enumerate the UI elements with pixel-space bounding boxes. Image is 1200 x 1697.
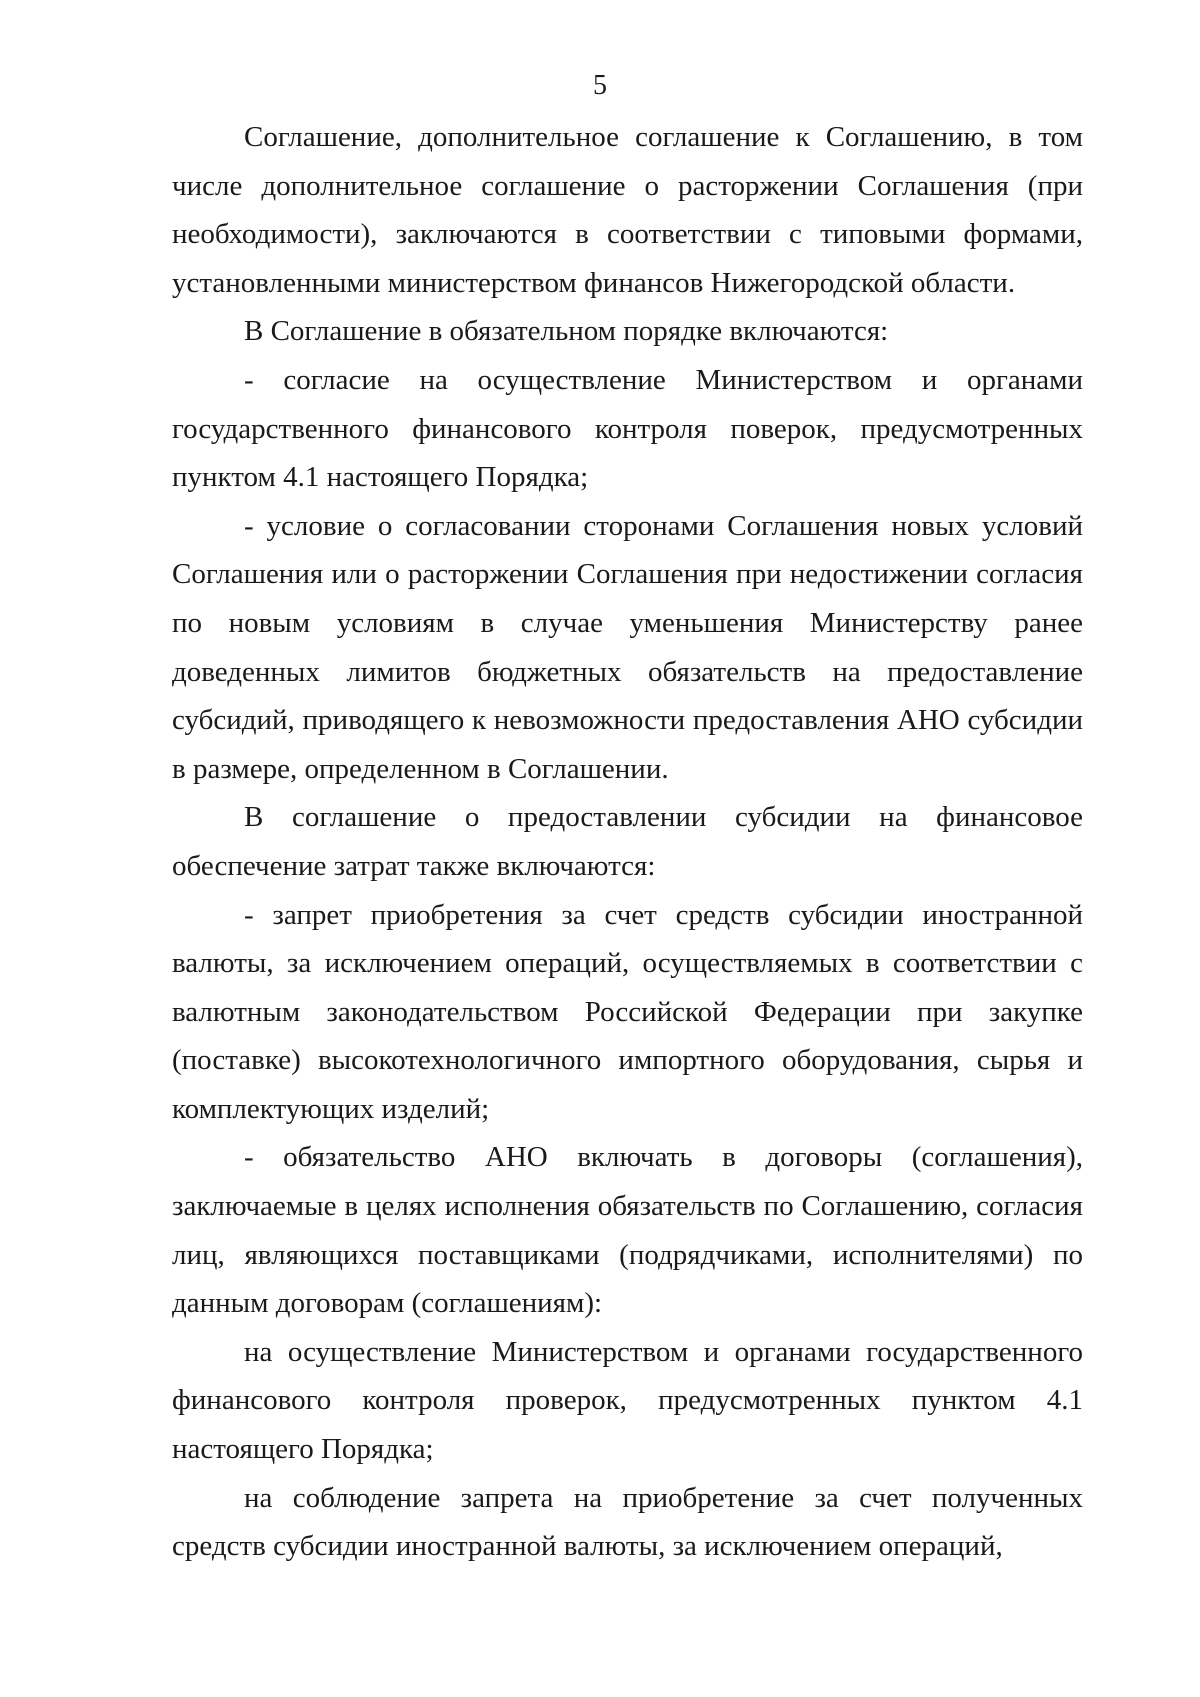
page-number: 5 xyxy=(593,70,607,101)
paragraph-subsidy-agreement-intro: В соглашение о предоставлении субсидии на финансовое обеспечение затрат также включаются: xyxy=(172,801,1083,882)
paragraph-currency-consent: на соблюдение запрета на приобретение за счет полученных средств субсидии иностранной валюты, за исключением операций, xyxy=(172,1481,1083,1563)
paragraph-agreement-forms: Соглашение, дополнительное соглашение к Соглашению, в том числе дополнительное соглашение о расторжении Соглашения (при необходимости), заключаются в соответствии с типовыми формами, установленными министерством финансов Нижегородской области. xyxy=(172,121,1083,299)
paragraph-mandatory-terms-intro: В Соглашение в обязательном порядке включаются: xyxy=(244,315,889,348)
document-body xyxy=(172,113,1083,1571)
paragraph-contractor-obligation: - обязательство АНО включать в договоры (соглашения), заключаемые в целях исполнения обязательств по Соглашению, согласия лиц, являющихся поставщиками (подрядчиками, исполнителями) по данным договорам (соглашениям): xyxy=(172,1141,1083,1320)
paragraph-consent-inspections: - согласие на осуществление Министерством и органами государственного финансового контроля поверок, предусмотренных пунктом 4.1 настоящего Порядка; xyxy=(172,363,1083,494)
paragraph-new-conditions: - условие о согласовании сторонами Соглашения новых условий Соглашения или о расторжении Соглашения при недостижении согласия по новым условиям в случае уменьшения Министерству ранее доведенных лимитов бюджетных обязательств на предоставление субсидий, приводящего к невозможности предоставления АНО субсидии в размере, определенном в Соглашении. xyxy=(172,509,1083,785)
paragraph-inspection-consent: на осуществление Министерством и органами государственного финансового контроля проверок, предусмотренных пунктом 4.1 настоящего Порядка; xyxy=(172,1335,1083,1466)
paragraph-currency-ban: - запрет приобретения за счет средств субсидии иностранной валюты, за исключением операций, осуществляемых в соответствии с валютным законодательством Российской Федерации при закупке (поставке) высокотехнологичного импортного оборудования, сырья и комплектующих изделий; xyxy=(172,898,1083,1125)
